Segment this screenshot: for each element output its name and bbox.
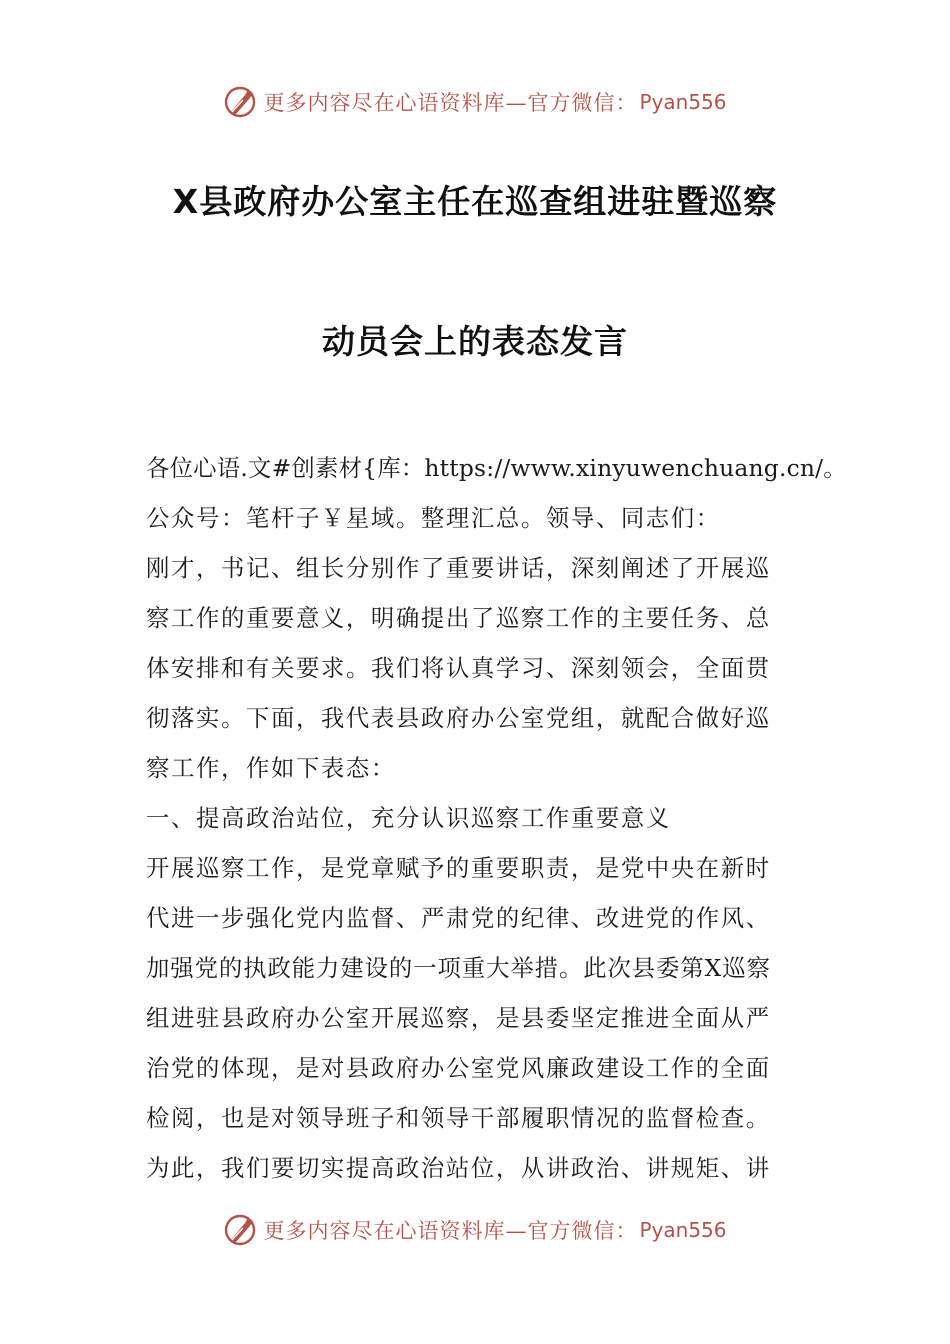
body-line: 加强党的执政能力建设的一项重大举措。此次县委第X巡察 <box>146 954 771 982</box>
body-line: 彻落实。下面，我代表县政府办公室党组，就配合做好巡 <box>146 704 771 732</box>
body-line: 刚才，书记、组长分别作了重要讲话，深刻阐述了开展巡 <box>146 554 771 582</box>
pen-nib-logo-icon <box>223 85 257 119</box>
banner-text: 更多内容尽在心语资料库—官方微信： <box>263 91 638 115</box>
document-body <box>146 443 847 1193</box>
body-line: 各位心语.文#创素材{库：https://www.xinyuwenchuang.cn/。 <box>146 454 847 482</box>
pen-nib-logo-icon <box>223 1213 257 1247</box>
body-line: 察工作的重要意义，明确提出了巡察工作的主要任务、总 <box>146 604 771 632</box>
body-line: 察工作，作如下表态： <box>146 754 396 782</box>
body-line: 治党的体现，是对县政府办公室党风廉政建设工作的全面 <box>146 1054 771 1082</box>
body-line: 为此，我们要切实提高政治站位，从讲政治、讲规矩、讲 <box>146 1154 771 1182</box>
body-line: 开展巡察工作，是党章赋予的重要职责，是党中央在新时 <box>146 854 771 882</box>
body-line: 组进驻县政府办公室开展巡察，是县委坚定推进全面从严 <box>146 1004 771 1032</box>
body-line: 检阅，也是对领导班子和领导干部履职情况的监督检查。 <box>146 1104 771 1132</box>
footer-banner <box>0 1208 950 1252</box>
body-line: 公众号：笔杆子￥星域。整理汇总。领导、同志们： <box>146 504 721 532</box>
banner-wechat-id: Pyan556 <box>639 1218 727 1242</box>
banner-text: 更多内容尽在心语资料库—官方微信： <box>263 1219 638 1243</box>
header-banner <box>0 80 950 124</box>
document-title-line-1: X县政府办公室主任在巡查组进驻暨巡察 <box>172 182 778 221</box>
body-line: 体安排和有关要求。我们将认真学习、深刻领会，全面贯 <box>146 654 771 682</box>
document-title-line-2: 动员会上的表态发言 <box>322 322 628 361</box>
banner-wechat-id: Pyan556 <box>639 90 727 114</box>
section-heading: 一、提高政治站位，充分认识巡察工作重要意义 <box>146 804 671 832</box>
body-line: 代进一步强化党内监督、严肃党的纪律、改进党的作风、 <box>146 904 771 932</box>
